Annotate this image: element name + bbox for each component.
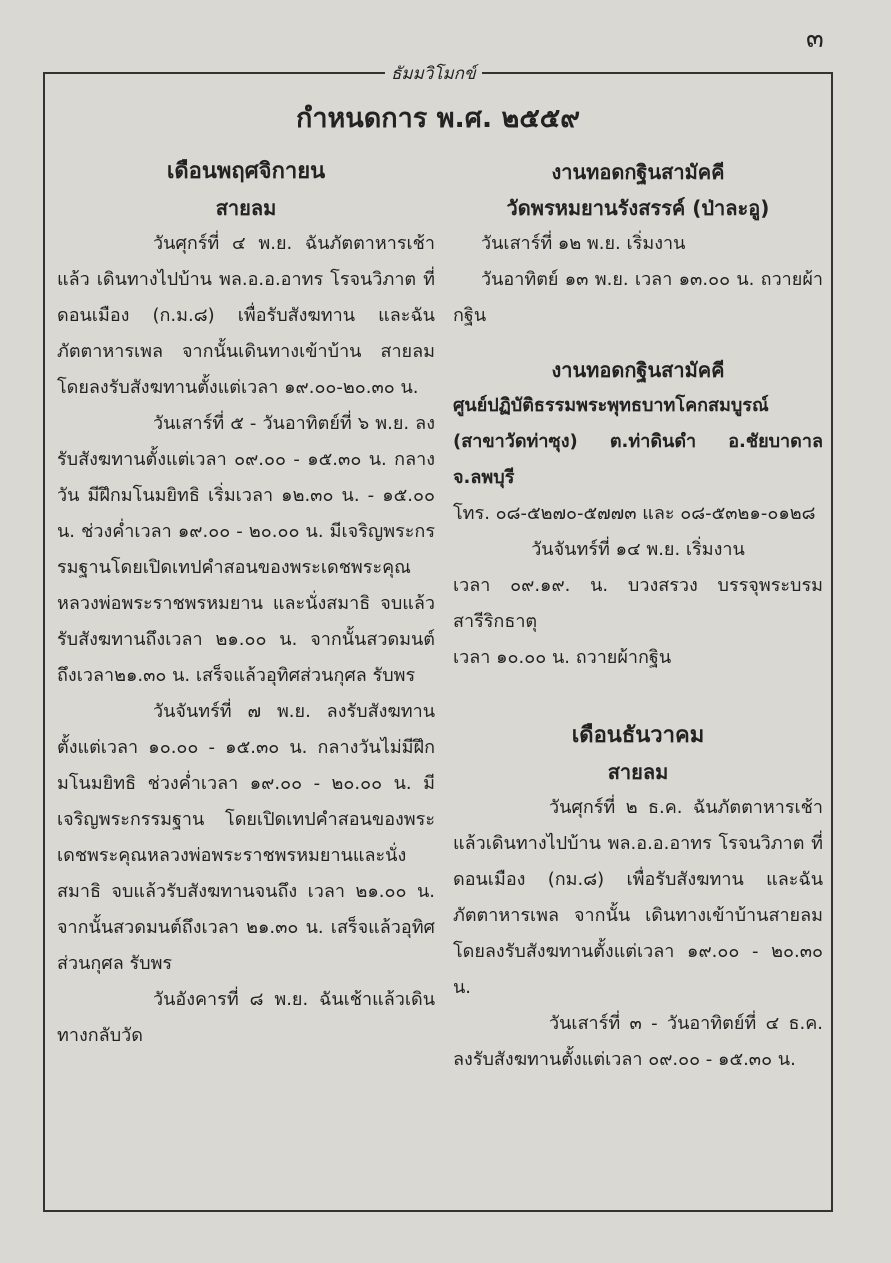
- left-column: [57, 154, 435, 1054]
- event-line: เวลา ๑๐.๐๐ น. ถวายผ้ากฐิน: [453, 647, 672, 668]
- location-heading-sailom: สายลม: [607, 760, 669, 784]
- schedule-frame: [43, 64, 833, 1212]
- page-number: ๓: [806, 24, 824, 54]
- running-header: ธัมมวิโมกข์: [385, 60, 482, 87]
- schedule-paragraph: วันศุกร์ที่ ๔ พ.ย. ฉันภัตตาหารเช้าแล้ว เดินทางไปบ้าน พล.อ.อ.อาทร โรจนวิภาต ที่ดอนเมือง (ก.ม.๘) เพื่อรับสังฆทาน และฉันภัตตาหารเพล จากนั้นเดินทางเข้าบ้าน สายลม โดยลงรับสังฆทานตั้งแต่เวลา ๑๙.๐๐-๒๐.๓๐ น.: [57, 233, 435, 398]
- event-line: วันเสาร์ที่ ๑๒ พ.ย. เริ่มงาน: [481, 233, 686, 254]
- event-place: ศูนย์ปฏิบัติธรรมพระพุทธบาทโคกสมบูรณ์ (สาขาวัดท่าซุง) ต.ท่าดินดำ อ.ชัยบาดาล จ.ลพบุรี: [453, 395, 823, 488]
- event-place: วัดพรหมยานรังสรรค์ (ป่าละอู): [506, 196, 770, 220]
- event-title: งานทอดกฐินสามัคคี: [551, 160, 725, 184]
- schedule-paragraph: วันศุกร์ที่ ๒ ธ.ค. ฉันภัตตาหารเช้าแล้วเดินทางไปบ้าน พล.อ.อ.อาทร โรจนวิภาต ที่ดอนเมือง (กม.๘) เพื่อรับสังฆทาน และฉันภัตตาหารเพล จากนั้น เดินทางเข้าบ้านสายลม โดยลงรับสังฆทานตั้งแต่เวลา ๑๙.๐๐ - ๒๐.๓๐ น.: [453, 797, 823, 998]
- schedule-paragraph: วันจันทร์ที่ ๗ พ.ย. ลงรับสังฆทาน ตั้งแต่เวลา ๑๐.๐๐ - ๑๕.๓๐ น. กลางวันไม่มีฝึกมโนมยิทธิ ช่วงค่ำเวลา ๑๙.๐๐ - ๒๐.๐๐ น. มีเจริญพระกรรมฐาน โดยเปิดเทปคำสอนของพระเดชพระคุณหลวงพ่อพระราชพรหมยานและนั่งสมาธิ จบแล้วรับสังฆทานจนถึง เวลา ๒๑.๐๐ น. จากนั้นสวดมนต์ถึงเวลา ๒๑.๓๐ น. เสร็จแล้วอุทิศส่วนกุศล รับพร: [57, 701, 435, 974]
- event-title: งานทอดกฐินสามัคคี: [551, 358, 725, 382]
- event-line: วันอาทิตย์ ๑๓ พ.ย. เวลา ๑๓.๐๐ น. ถวายผ้ากฐิน: [453, 269, 823, 326]
- location-heading-sailom: สายลม: [215, 196, 277, 220]
- schedule-paragraph: วันเสาร์ที่ ๕ - วันอาทิตย์ที่ ๖ พ.ย. ลงรับสังฆทานตั้งแต่เวลา ๐๙.๐๐ - ๑๕.๓๐ น. กลางวัน มีฝึกมโนมยิทธิ เริ่มเวลา ๑๒.๓๐ น. - ๑๕.๐๐ น. ช่วงค่ำเวลา ๑๙.๐๐ - ๒๐.๐๐ น. มีเจริญพระกรรมฐานโดยเปิดเทปคำสอนของพระเดชพระคุณหลวงพ่อพระราชพรหมยาน และนั่งสมาธิ จบแล้วรับสังฆทานถึงเวลา ๒๑.๐๐ น. จากนั้นสวดมนต์ ถึงเวลา๒๑.๓๐ น. เสร็จแล้วอุทิศส่วนกุศล รับพร: [57, 413, 435, 686]
- month-heading-december: เดือนธันวาคม: [571, 723, 705, 748]
- page-title: กำหนดการ พ.ศ. ๒๕๕๙: [295, 103, 580, 134]
- schedule-paragraph: วันเสาร์ที่ ๓ - วันอาทิตย์ที่ ๔ ธ.ค. ลงรับสังฆทานตั้งแต่เวลา ๐๙.๐๐ - ๑๕.๓๐ น.: [453, 1013, 823, 1070]
- event-line: เวลา ๐๙.๑๙. น. บวงสรวง บรรจุพระบรมสารีริกธาตุ: [453, 575, 823, 632]
- month-heading-november: เดือนพฤศจิกายน: [166, 159, 326, 184]
- event-phone: โทร. ๐๘-๕๒๗๐-๕๗๗๓ และ ๐๘-๕๓๒๑-๐๑๒๘: [453, 503, 816, 524]
- right-column: [453, 154, 823, 1078]
- event-line: วันจันทร์ที่ ๑๔ พ.ย. เริ่มงาน: [531, 539, 745, 560]
- schedule-paragraph: วันอังคารที่ ๘ พ.ย. ฉันเช้าแล้วเดินทางกลับวัด: [57, 989, 435, 1046]
